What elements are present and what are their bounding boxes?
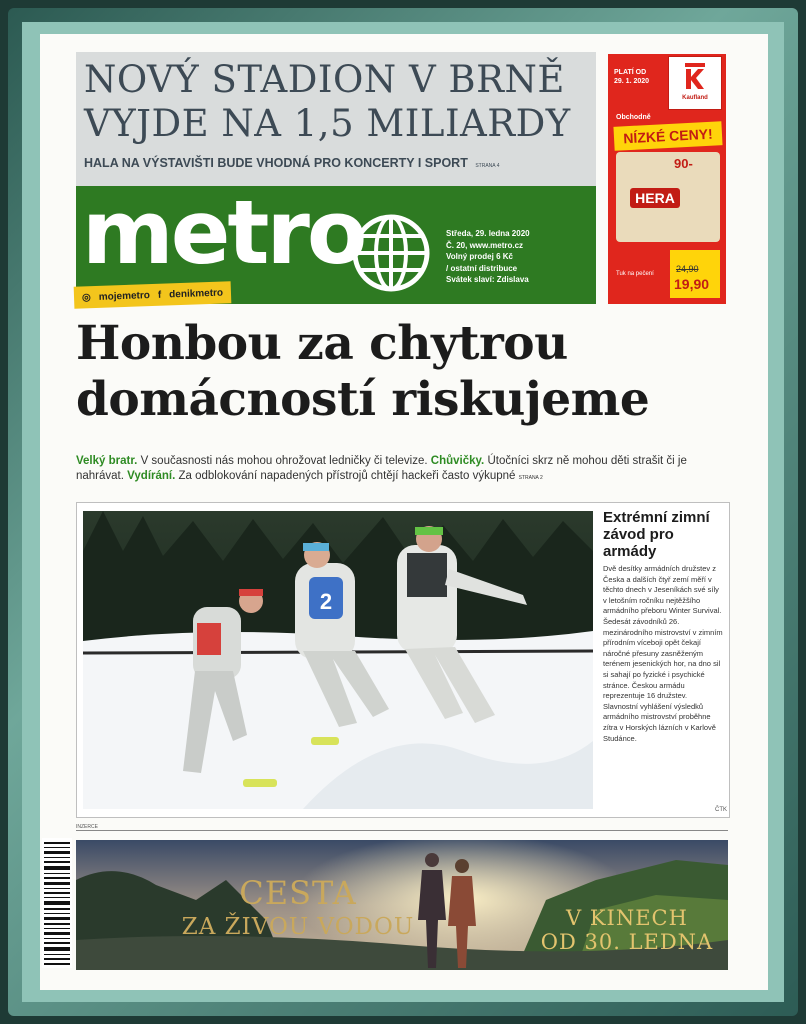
facebook-handle[interactable]: denikmetro: [169, 287, 224, 300]
lead-keyword-3: Vydírání.: [127, 470, 176, 482]
movie-release: [532, 906, 722, 954]
movie-release-line2: OD 30. LEDNA: [540, 930, 714, 954]
instagram-handle[interactable]: mojemetro: [98, 289, 151, 303]
kaufland-ad[interactable]: [608, 54, 726, 304]
facebook-icon: f: [157, 289, 162, 301]
kaufland-product: [616, 152, 720, 242]
top-story-page-ref: STRANA 4: [475, 163, 500, 169]
social-handles: [74, 281, 232, 308]
movie-title-line2: ZA ŽIVOU VODOU: [181, 914, 415, 940]
kaufland-product-name: HERA: [630, 188, 680, 208]
main-headline[interactable]: [76, 316, 649, 428]
advert-label: INZERCE: [76, 824, 98, 830]
photo-credit: ČTK: [715, 807, 727, 813]
winter-race-photo: [83, 511, 593, 809]
movie-release-line1: V KINECH: [566, 906, 688, 930]
photo-story-article: [603, 509, 723, 744]
top-story-subheadline-text: HALA NA VÝSTAVIŠTI BUDE VHODNÁ PRO KONCERTY I SPORT: [84, 156, 468, 170]
lead-text-1: V současnosti nás mohou ohrožovat ledničky či televize.: [137, 455, 431, 467]
movie-title-line1: CESTA: [239, 874, 357, 912]
photo-story-body: Dvě desítky armádních družstev z Česka a dalších čtyř zemí měří v těchto dnech v Jeseníkách své síly v letošním ročníku nejtěžšího armádního přeboru Winter Survival. Šedesát závodníků 26. mezinárodního mistrovství v zimním přírodním víceboji opět čekají náročné přesuny zasněženým terénem jesenických hor, na dno sil si sahají po fyzické i psychické stránce. Českou armádu reprezentuje 16 družstev. Slavnostní vyhlášení výsledků armádního mistrovství proběhne zítra v Horských lázních v Karlově Studánce.: [603, 564, 723, 743]
lead-page-ref: STRANA 2: [518, 475, 543, 481]
globe-icon: [350, 212, 432, 294]
lead-text-2: Útočníci skrz ně mohou děti strašit či je nahrávat.: [76, 455, 687, 482]
main-headline-line2: domácností riskujeme: [76, 372, 650, 427]
kaufland-old-price: 24,90: [676, 264, 699, 274]
movie-title: [168, 876, 428, 944]
sale-price: Volný prodej 6 Kč: [446, 252, 513, 261]
lead-keyword-1: Velký bratr.: [76, 455, 138, 467]
movie-ad[interactable]: [76, 840, 728, 970]
top-story-headline-line1: NOVÝ STADION V BRNĚ: [84, 58, 565, 101]
kaufland-product-note: Tuk na pečení: [616, 271, 654, 277]
main-headline-line1: Honbou za chytrou: [76, 316, 568, 371]
newspaper-front-page: [40, 34, 768, 990]
issue-date: Středa, 29. ledna 2020: [446, 229, 530, 238]
top-story-headline-line2: VYJDE NA 1,5 MILIARDY: [84, 102, 571, 145]
kaufland-new-price: 19,90: [674, 276, 710, 292]
kaufland-banner: NÍZKÉ CENY!: [613, 121, 722, 151]
kaufland-discount: 90-: [674, 156, 693, 171]
top-story-subheadline: [84, 156, 500, 170]
photo-story[interactable]: [76, 502, 730, 818]
distribution-note: / ostatní distribuce: [446, 263, 518, 273]
top-story-box[interactable]: [76, 52, 596, 186]
kaufland-price: [670, 250, 720, 298]
kaufland-valid-date: 29. 1. 2020: [614, 78, 650, 85]
masthead-info: [446, 228, 530, 286]
advert-divider: [76, 830, 728, 831]
barcode: [42, 838, 72, 968]
photo-story-title: Extrémní zimní závod pro armády: [603, 509, 710, 560]
bib-number: 2: [319, 589, 333, 614]
kaufland-logo: [668, 56, 722, 110]
kaufland-brand: Kaufland: [682, 95, 708, 101]
lead-text-3: Za odblokování napadených přístrojů chtějí hackeři často výkupné: [175, 470, 516, 482]
lead-keyword-2: Chůvičky.: [430, 455, 485, 467]
issue-number: Č. 20, www.metro.cz: [446, 240, 524, 250]
kaufland-valid: [614, 68, 666, 86]
main-story-lead: [76, 454, 726, 486]
instagram-icon: ◎: [81, 291, 91, 303]
top-story-headline: [84, 58, 571, 146]
metro-logo: metro: [82, 181, 365, 284]
kaufland-store-note: Obchodně: [616, 114, 651, 121]
kaufland-valid-label: PLATÍ OD: [614, 69, 647, 76]
nameday: Svátek slaví: Zdislava: [446, 275, 529, 284]
kaufland-k-icon: [683, 63, 707, 91]
